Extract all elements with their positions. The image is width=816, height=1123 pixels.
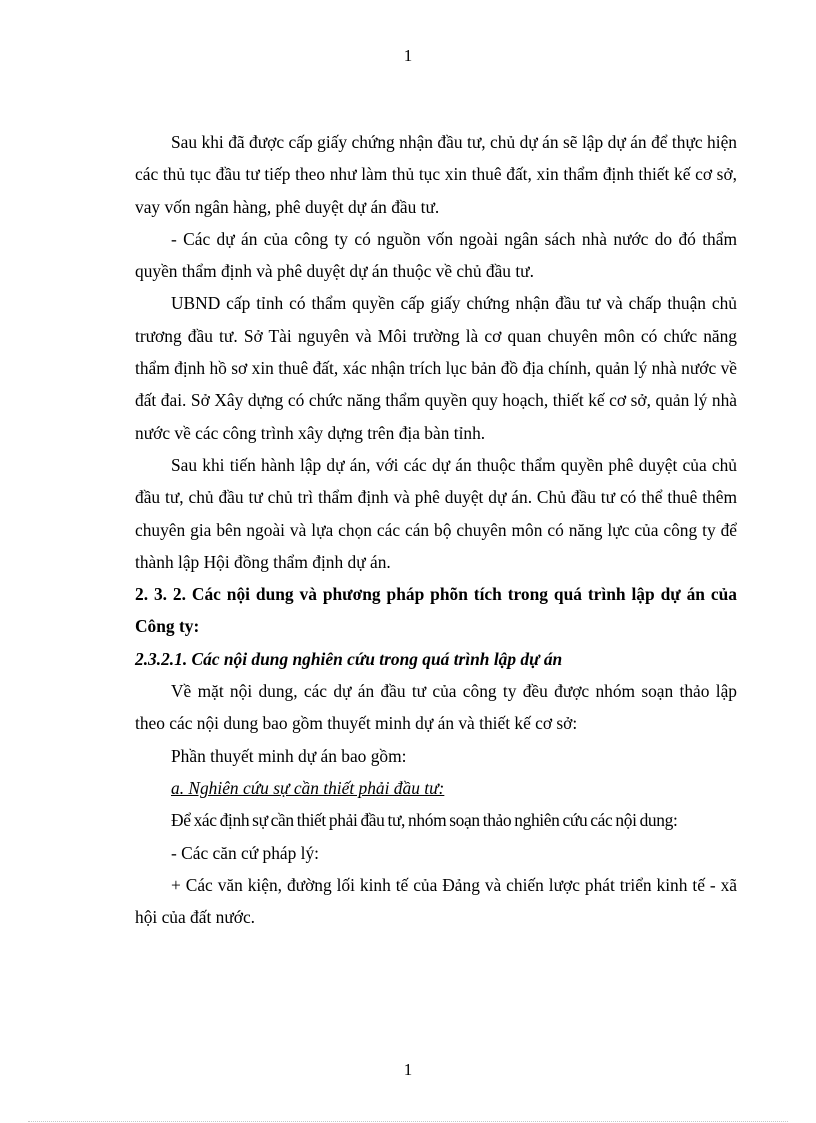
paragraph-appraisal: Sau khi tiến hành lập dự án, với các dự án thuộc thẩm quyền phê duyệt của chủ đầu tư, chủ đầu tư chủ trì thẩm định và phê duyệt dự án. Chủ đầu tư có thể thuê thêm chuyên gia bên ngoài và lựa chọn các cán bộ chuyên môn có năng lực của công ty để thành lập Hội đồng thẩm định dự án. [135, 454, 737, 572]
paragraph-explanation-intro: Phần thuyết minh dự án bao gồm: [171, 745, 407, 766]
paragraph-project-setup: Sau khi đã được cấp giấy chứng nhận đầu tư, chủ dự án sẽ lập dự án để thực hiện các thủ tục đầu tư tiếp theo như làm thủ tục xin thuê đất, xin thẩm định thiết kế cơ sở, vay vốn ngân hàng, phê duyệt dự án đầu tư. [135, 132, 737, 217]
paragraph-authorities: UBND cấp tỉnh có thẩm quyền cấp giấy chứng nhận đầu tư và chấp thuận chủ trương đầu tư. Sở Tài nguyên và Môi trường là cơ quan chuyên môn có chức năng thẩm định hồ sơ xin thuê đất, xác nhận trích lục bản đồ địa chính, quản lý nhà nước về đất đai. Sở Xây dựng có chức năng thẩm quyền quy hoạch, thiết kế cơ sở, quản lý nhà nước về các công trình xây dựng trên địa bàn tỉnh. [135, 293, 737, 443]
subsection-heading: 2.3.2.1. Các nội dung nghiên cứu trong quá trình lập dự án [135, 648, 563, 669]
paragraph-capital-source: - Các dự án của công ty có nguồn vốn ngoài ngân sách nhà nước do đó thẩm quyền thẩm định và phê duyệt dự án thuộc về chủ đầu tư. [135, 228, 737, 282]
page-number-top: 1 [403, 46, 413, 65]
item-heading-a: a. Nghiên cứu sự cần thiết phải đầu tư: [171, 777, 445, 798]
page-bottom-divider [28, 1121, 788, 1122]
section-heading: 2. 3. 2. Các nội dung và phương pháp phõn tích trong quá trình lập dự án của Công ty: [135, 584, 737, 637]
paragraph-necessity: Để xác định sự cần thiết phải đầu tư, nhóm soạn thảo nghiên cứu các nội dung: [171, 810, 678, 831]
paragraph-content-overview: Về mặt nội dung, các dự án đầu tư của công ty đều được nhóm soạn thảo lập theo các nội dung bao gồm thuyết minh dự án và thiết kế cơ sở: [135, 681, 737, 734]
document-body [135, 126, 737, 933]
page-number-bottom: 1 [403, 1060, 413, 1079]
list-item-party-documents: + Các văn kiện, đường lối kinh tế của Đảng và chiến lược phát triển kinh tế - xã hội của đất nước. [135, 874, 737, 928]
list-item-legal-basis: - Các căn cứ pháp lý: [171, 842, 320, 863]
